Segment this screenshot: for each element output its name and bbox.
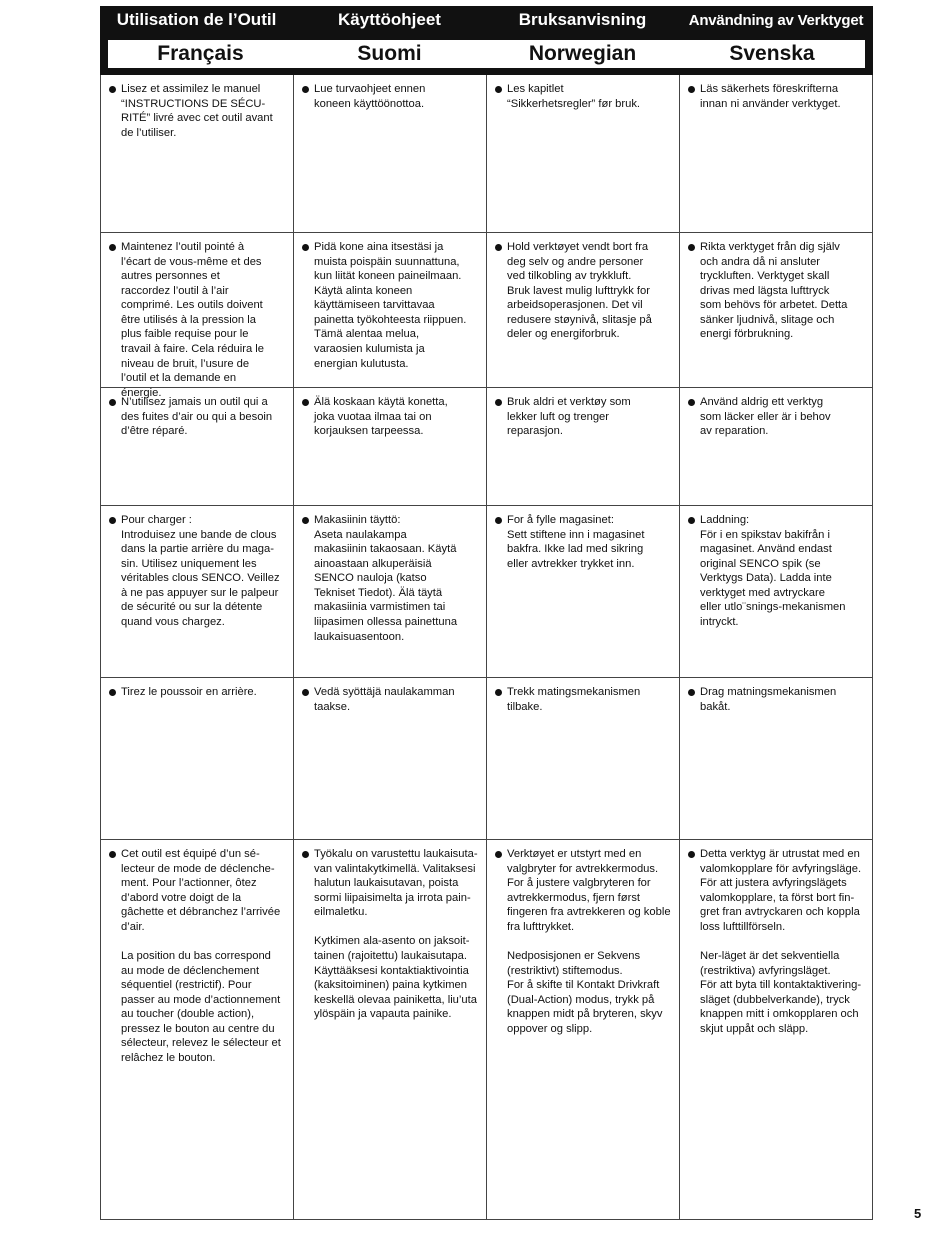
bullet-icon [302, 689, 309, 696]
cell-text: Trekk matingsmekanismen tilbake. [507, 686, 641, 713]
list-item [302, 395, 478, 439]
list-item [688, 240, 864, 342]
list-item [495, 847, 671, 1036]
bullet-icon [688, 244, 695, 251]
table-cell [100, 75, 293, 233]
cell-text: Lue turvaohjeet ennen koneen käyttöönottoa. [314, 83, 426, 110]
cell-text: Maintenez l’outil pointé à l’écart de vous-même et des autres personnes et raccordez l’outil à l’air comprimé. Les outils doivent être utilisés à la pression la plus faible requise pour le travail à faire. Cela réduira le niveau de bruit, l’usure de l’outil et la demande en énergie. [121, 241, 265, 399]
bullet-icon [495, 86, 502, 93]
table-cell [486, 233, 679, 388]
bullet-icon [495, 399, 502, 406]
list-item [109, 240, 285, 400]
instruction-table [100, 6, 873, 1220]
list-item [495, 82, 671, 111]
header-title-finnish: Käyttöohjeet [338, 10, 441, 29]
table-cell [486, 506, 679, 678]
table-cell [679, 678, 873, 840]
header-title-french: Utilisation de l’Outil [116, 10, 277, 29]
cell-text: Bruk aldri et verktøy som lekker luft og trenger reparasjon. [507, 396, 631, 438]
table-cell [100, 388, 293, 506]
bullet-icon [495, 517, 502, 524]
bullet-icon [302, 851, 309, 858]
cell-text: Detta verktyg är utrustat med en valomkopplare för avfyringsläge. För att justera avfyringslägets valomkopplare, ta först bort fin- gret fran avtryckaren och koppla loss lufttillförseln. Ner-läget är det sekventiella (restriktiva) avfyringsläget. För att byta till kontaktaktivering- släget (dubbelverkande), tryck knappen mitt i omkopplaren och skjut uppåt och släpp. [700, 848, 862, 1035]
bullet-icon [109, 517, 116, 524]
language-bar [108, 40, 865, 68]
table-cell [486, 678, 679, 840]
table-cell [293, 840, 486, 1220]
list-item [109, 847, 285, 1065]
table-cell [293, 678, 486, 840]
page-number: 5 [914, 1206, 922, 1221]
cell-text: Läs säkerhets föreskrifterna innan ni använder verktyget. [700, 83, 841, 110]
list-item [302, 513, 478, 644]
bullet-icon [688, 399, 695, 406]
list-item [302, 82, 478, 111]
list-item [109, 513, 285, 630]
cell-text: Makasiinin täyttö: Aseta naulakampa makasiinin takaosaan. Käytä ainoastaan alkuperäisiä SENCO nauloja (katso Tekniset Tiedot). Älä täytä makasiinia varmistimen tai liipasimen ollessa painettuna laukaisuasentoon. [314, 514, 458, 643]
list-item [109, 395, 285, 439]
cell-text: Rikta verktyget från dig själv och andra då ni ansluter tryckluften. Verktyget skall drivas med lägsta lufttryck som behövs för arbetet. Detta sänker ljudnivå, slitage och energi förbrukning. [700, 241, 848, 341]
table-cell [679, 506, 873, 678]
list-item [302, 685, 478, 714]
list-item [495, 240, 671, 342]
bullet-icon [688, 689, 695, 696]
table-cell [486, 75, 679, 233]
table-header [100, 6, 873, 75]
list-item [495, 685, 671, 714]
table-cell [100, 840, 293, 1220]
cell-text: Pour charger : Introduisez une bande de clous dans la partie arrière du maga- sin. Utilisez uniquement les véritables clous SENCO. Veillez à ne pas appuyer sur le palpeur de sécurité ou sur la détente quand vous chargez. [121, 514, 280, 628]
bullet-icon [109, 399, 116, 406]
table-cell [679, 75, 873, 233]
bullet-icon [109, 851, 116, 858]
bullet-icon [688, 517, 695, 524]
bullet-icon [688, 86, 695, 93]
language-finnish: Suomi [357, 42, 422, 65]
cell-text: Pidä kone aina itsestäsi ja muista poispäin suunnattuna, kun liität koneen paineilmaan. Käytä alinta koneen käyttämiseen tarvittavaa painetta työkohteesta riippuen. Tämä alentaa melua, varaosien kulumista ja energian kulutusta. [314, 241, 467, 370]
list-item [109, 82, 285, 140]
header-title-norwegian: Bruksanvisning [518, 10, 647, 29]
cell-text: Les kapitlet “Sikkerhetsregler” før bruk. [507, 83, 641, 110]
cell-text: Älä koskaan käytä konetta, joka vuotaa ilmaa tai on korjauksen tarpeessa. [314, 396, 448, 438]
table-cell [293, 506, 486, 678]
list-item [495, 513, 671, 571]
bullet-icon [109, 86, 116, 93]
list-item [302, 240, 478, 371]
table-cell [679, 840, 873, 1220]
bullet-icon [302, 244, 309, 251]
cell-text: Hold verktøyet vendt bort fra deg selv og andre personer ved tilkobling av trykkluft. Bruk lavest mulig lufttrykk for arbeidsoperasjonen. Det vil redusere støynivå, slitasje på deler og energiforbruk. [507, 241, 652, 341]
list-item [688, 395, 864, 439]
cell-text: N’utilisez jamais un outil qui a des fuites d’air ou qui a besoin d’être réparé. [121, 396, 273, 438]
cell-text: Työkalu on varustettu laukaisuta- van valintakytkimellä. Valitaksesi halutun laukaisutavan, poista sormi liipaisimelta ja irrota pain- eilmaletku. Kytkimen ala-asento on jaksoit- tainen (rajoitettu) laukaisutapa. Käyttääksesi kontaktiaktivointia (kaksitoiminen) paina kytkimen keskellä olevaa painiketta, liu’uta ylöspäin ja vapauta painike. [314, 848, 478, 1021]
cell-text: Cet outil est équipé d’un sé- lecteur de mode de déclenche- ment. Pour l’actionner, ôtez d’abord votre doigt de la gâchette et débranchez l’arrivée d’air. La position du bas correspond au mode de déclenchement séquentiel (restrictif). Pour passer au mode d’actionnement au toucher (double action), pressez le bouton au centre du sélecteur, relevez le sélecteur et relâchez le bouton. [121, 848, 281, 1064]
table-cell [293, 75, 486, 233]
list-item [688, 513, 864, 630]
header-titles [100, 6, 873, 34]
list-item [302, 847, 478, 1022]
cell-text: Vedä syöttäjä naulakamman taakse. [314, 686, 455, 713]
list-item [688, 685, 864, 714]
table-cell [293, 233, 486, 388]
table-cell [679, 388, 873, 506]
bullet-icon [495, 244, 502, 251]
table-cell [486, 388, 679, 506]
table-cell [293, 388, 486, 506]
table-cell [486, 840, 679, 1220]
list-item [688, 847, 864, 1036]
cell-text: Lisez et assimilez le manuel “INSTRUCTIONS DE SÉCU- RITÉ” livré avec cet outil avant de l’utiliser. [121, 83, 273, 139]
table-cell [100, 678, 293, 840]
bullet-icon [302, 86, 309, 93]
table-cell [100, 233, 293, 399]
bullet-icon [109, 689, 116, 696]
cell-text: Laddning: För i en spikstav bakifrån i magasinet. Använd endast original SENCO spik (se Verktygs Data). Ladda inte verktyget med avtryckare eller utlo¨snings-mekanismen intryckt. [700, 514, 846, 628]
header-title-swedish: Användning av Verktyget [688, 11, 864, 29]
cell-text: Verktøyet er utstyrt med en valgbryter for avtrekkermodus. For å justere valgbryteren for avtrekkermodus, fjern først fingeren fra avtrekkeren og koble fra lufttrykket. Nedposisjonen er Sekvens (restriktivt) stiftemodus. For å skifte til Kontakt Drivkraft (Dual-Action) modus, trykk på knappen midt på bryteren, skyv oppover og slipp. [507, 848, 671, 1035]
bullet-icon [688, 851, 695, 858]
list-item [109, 685, 285, 700]
bullet-icon [302, 517, 309, 524]
cell-text: Tirez le poussoir en arrière. [121, 686, 257, 698]
bullet-icon [302, 399, 309, 406]
cell-text: Använd aldrig ett verktyg som läcker eller är i behov av reparation. [700, 396, 831, 438]
cell-text: Drag matningsmekanismen bakåt. [700, 686, 837, 713]
language-swedish: Svenska [729, 42, 815, 65]
bullet-icon [109, 244, 116, 251]
language-norwegian: Norwegian [528, 42, 637, 65]
list-item [495, 395, 671, 439]
bullet-icon [495, 851, 502, 858]
language-french: Français [157, 42, 244, 65]
list-item [688, 82, 864, 111]
table-cell [679, 233, 873, 388]
table-cell [100, 506, 293, 678]
bullet-icon [495, 689, 502, 696]
table-body [100, 75, 873, 1220]
cell-text: For å fylle magasinet: Sett stiftene inn i magasinet bakfra. Ikke lad med sikring eller avtrekker trykket inn. [507, 514, 645, 570]
